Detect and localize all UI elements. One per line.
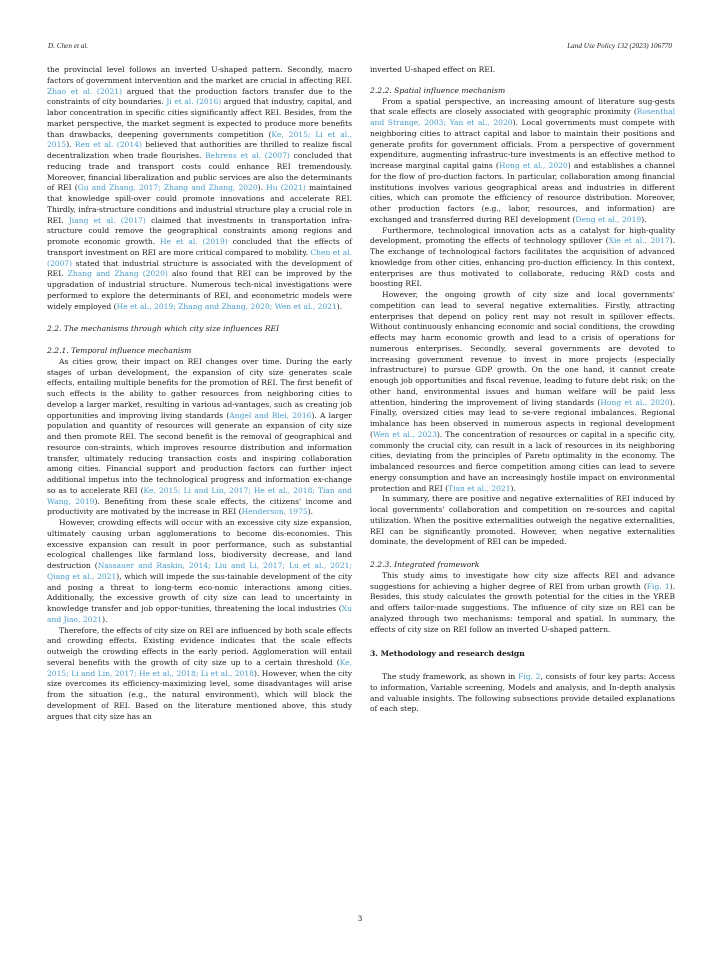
paragraph	[370, 226, 675, 291]
text-run: ).	[102, 614, 108, 624]
text-run: ).	[641, 214, 647, 224]
right-column	[370, 65, 675, 715]
text-run: ). Local governments must compete with neighboring cities to attract capital and labor to maintain their positions and generate profits for government officials. From a perspective of government expenditure, augmenting infrastruc-ture investments is an effective method to increase marginal capital gains (	[370, 118, 675, 170]
text-run: the provincial level follows an inverted U-shaped pattern. Secondly, macro factors of government intervention and the market are crucial in affecting REI.	[47, 65, 352, 85]
citation-link[interactable]: He et al., 2019; Zhang and Zhang, 2020; Wen et al., 2021	[116, 301, 337, 311]
citation-link[interactable]: Tian et al., 2021	[448, 483, 511, 493]
citation-link[interactable]: Henderson, 1975	[241, 507, 308, 517]
text-run: maintained that knowledge spill-over could promote innovations and accelerate REI. Thirdly, infra-structure conditions and industrial structure play a crucial role in REI.	[47, 183, 353, 225]
citation-link[interactable]: Gu and Zhang, 2017; Zhang and Zhang, 2020	[77, 183, 258, 193]
paragraph	[47, 518, 352, 626]
text-run: ). The concentration of resources or capital in a specific city, commonly the crucial city, can result in a lack of resources in its neighboring cities, deviating from the principles of Pareto optimality in the economy. The imbalanced resources and fierce competition among cities can lead to severe energy consumption and have an increasingly hostile impact on environmental protection and REI (	[370, 429, 675, 493]
text-run: ).	[257, 183, 267, 193]
text-run: As cities grow, their impact on REI changes over time. During the early stages of urban development, the expansion of city size generates scale effects, entailing multiple benefits for the promotion of REI. The first benefit of such effects is the ability to gather resources from neighboring cities to develop a larger market, resulting in various ad-vantages, such as creating job opportunities and improving living standards (	[47, 356, 352, 420]
citation-link[interactable]: Deng et al., 2019	[575, 214, 642, 224]
citation-link[interactable]: Ke, 2015; Li et al., 2015	[47, 129, 352, 150]
paragraph	[370, 97, 675, 226]
header-journal: Land Use Policy 132 (2023) 106770	[567, 42, 672, 50]
citation-link[interactable]: Hong et al., 2020	[498, 161, 568, 170]
text-run: However, crowding effects will occur with an excessive city size expansion, ultimately causing urban agglomerations to become dis-economies. This excessive expansion can result in poor performance, such as substantial ecological challenges like farmland loss, biodiversity decrease, and land destruction (	[47, 518, 352, 570]
citation-link[interactable]: Ke, 2015; Li and Lin, 2017; He et al., 2018; Tian and Wang, 2019	[47, 485, 352, 506]
citation-link[interactable]: Jiang et al. (2017)	[68, 215, 146, 225]
text-run: Furthermore, technological innovation acts as a catalyst for high-quality development, promoting the effects of technology spillover (	[370, 225, 675, 246]
text-run: claimed that investments in transportation infra-structure could remove the geographical constraints among regions and promote economic growth.	[47, 215, 352, 246]
paragraph	[47, 626, 352, 723]
text-run: ).	[336, 301, 343, 311]
text-run: The study framework, as shown in	[382, 672, 519, 681]
citation-link[interactable]: Hong et al., 2020	[600, 397, 670, 407]
paragraph	[370, 571, 675, 636]
text-run: In summary, there are positive and negative externalities of REI induced by local governments' collaboration and competition on re-sources and capital utilization. When the positive externalities outweigh the negative externalities, REI can be significantly promoted. However, when negative externalities dominate, the development of REI can be impeded.	[370, 494, 675, 547]
citation-link[interactable]: Hu (2021)	[266, 183, 306, 193]
text-run: ). Benefiting from these scale effects, the citizens' income and productivity are motivated by the increase in REI (	[47, 496, 353, 517]
text-run: ). However, when the city size overcomes its efficiency-maximizing level, some disadvantages will arise from the situation (e.g., the natural environment), which will block the development of REI. Based on the literature mentioned above, this study argues that city size has an	[47, 668, 353, 721]
paragraph	[370, 494, 675, 548]
subsection-heading-2-2-2: 2.2.2. Spatial influence mechanism	[370, 85, 506, 95]
citation-link[interactable]: Ren et al. (2014)	[74, 140, 142, 150]
text-run: concluded that reducing trade and transport costs could enhance REI tremendously. Moreover, financial liberalization and public services are also the determinants of REI (	[47, 151, 352, 193]
citation-link[interactable]: Fig. 1	[646, 581, 670, 591]
citation-link[interactable]: Zhao et al. (2021)	[47, 86, 123, 96]
text-run: ).	[510, 483, 516, 493]
section-heading-3: 3. Methodology and research design	[370, 649, 525, 659]
text-run: ), which will impede the sus-tainable development of the city and posing a threat to long-term eco-nomic interactions among cities. Additionally, the excessive growth of city size can lead to uncertainty in knowledge transfer and job oppor-tunities, threatening the local industries (	[47, 571, 352, 613]
text-run: Therefore, the effects of city size on REI are influenced by both scale effects and crowding effects. Existing evidence indicates that the scale effects outweigh the crowding effects in the early period. Agglomeration will entail several benefits with the growth of city size up to a certain threshold (	[47, 625, 352, 667]
citation-link[interactable]: Behrens et al. (2007)	[205, 151, 290, 160]
text-run: From a spatial perspective, an increasing amount of literature sug-gests that scale effects are closely associated with geographic proximity (	[370, 96, 675, 117]
citation-link[interactable]: He et al. (2019)	[160, 237, 228, 246]
text-run: inverted U-shaped effect on REI.	[370, 65, 496, 74]
section-heading-2-2: 2.2. The mechanisms through which city size influences REI	[47, 324, 280, 334]
subsection-heading-2-2-3: 2.2.3. Integrated framework	[370, 560, 480, 569]
subsection-heading-2-2-1: 2.2.1. Temporal influence mechanism	[47, 346, 192, 355]
citation-link[interactable]: Fig. 2	[518, 672, 541, 681]
page-number: 3	[357, 914, 363, 923]
paragraph	[370, 290, 675, 494]
text-run: This study aims to investigate how city size affects REI and advance suggestions for achieving a higher degree of REI from urban growth (	[370, 570, 675, 591]
text-run: also found that REI can be improved by the upgradation of industrial structure. Numerous tech-nical investigations were performed to explore the determinants of REI, and econometric models were widely employed (	[47, 269, 352, 311]
header-authors: D. Chen et al.	[48, 42, 89, 50]
text-run: ) and establishes a channel for the flow of pro-duction factors. In particular, collaboration among financial institutions involves various geographical areas and industries in different cities, which can promote the efficiency of resource distribution. Moreover, other production factors (e.g., labor, resources, and information) are exchanged and transferred during REI development (	[370, 161, 675, 224]
text-run: stated that industrial structure is associated with the development of REI.	[47, 258, 352, 279]
paragraph	[370, 65, 675, 76]
text-run: argued that the production factors transfer due to the constraints of city boundaries.	[47, 86, 352, 107]
citation-link[interactable]: Rosenthal and Strange, 2003; Yan et al., 2020	[370, 107, 675, 127]
text-run: believed that authorities are thrilled to realize fiscal decentralization when trade flourishes.	[47, 140, 352, 160]
citation-link[interactable]: Ji et al. (2016)	[166, 97, 222, 107]
text-run: , consists of four key parts: Access to information, Variable screening, Models and analysis, and In-depth analysis and valuable insights. The following subsections provide detailed explanations of each step.	[370, 672, 675, 714]
text-run: ).	[307, 507, 314, 517]
text-run: However, the ongoing growth of city size and local governments' competition can lead to several negative externalities. Firstly, attracting enterprises that depend on policy rent may not result in spillover effects. Without continuously enhancing economic and social conditions, the crowding effects may harm economic growth and lead to a crisis of operations for numerous enterprises. Secondly, several governments are devoted to increasing government revenue to invest in more projects (especially infrastructure) to pursue GDP growth. On the one hand, it cannot create enough job opportunities and fiscal revenue, leading to future debt risk; on the other hand, environmental issues and human welfare will be paid less attention, hindering the improvement of living standards (	[370, 290, 675, 407]
citation-link[interactable]: Zhang and Zhang (2020)	[67, 269, 168, 279]
paragraph	[370, 672, 675, 715]
citation-link[interactable]: Ke, 2015; Li and Lin, 2017; He et al., 2018; Li et al., 2018	[47, 657, 352, 678]
citation-link[interactable]: Angel and Blei, 2016	[229, 410, 312, 420]
text-run: ).	[66, 140, 75, 150]
citation-link[interactable]: Xu and Jiao, 2021	[47, 604, 352, 624]
citation-link[interactable]: Nassauer and Raskin, 2014; Liu and Li, 2017; Lu et al., 2021; Qiang et al., 2021	[47, 561, 353, 581]
text-run: argued that industry, capital, and labor concentration in specific cities significantly affect REI. Besides, from the market perspective, the market segment is expected to produce more benefits than drawbacks, deepening governments competition (	[47, 97, 352, 139]
citation-link[interactable]: Xie et al., 2017	[608, 236, 670, 246]
text-run: ). Besides, this study calculates the growth potential for the cities in the YREB and offers tailor-made suggestions. The influence of city size on REI can be analyzed through two mechanisms: temporal and spatial. In summary, the effects of city size on REI follow an inverted U-shaped pattern.	[370, 581, 675, 634]
citation-link[interactable]: Chen et al. (2007)	[47, 247, 353, 268]
text-run: concluded that the effects of transport investment on REI are more critical compared to mobility.	[47, 237, 352, 257]
left-column	[47, 65, 352, 722]
citation-link[interactable]: Wen et al., 2023	[372, 429, 437, 439]
running-header	[48, 42, 672, 54]
paragraph	[47, 65, 352, 312]
paragraph	[47, 357, 352, 518]
text-run: ). The exchange of technological factors facilitates the acquisition of advanced knowledge from other cities, enhancing pro-duction efficiency. In this context, enterprises are thus motivated to collaborate, reducing R&D costs and boosting REI.	[370, 236, 676, 289]
text-run: ). Finally, oversized cities may lead to se-vere regional imbalances. Regional imbalance has been observed in numerous aspects in regional development (	[370, 397, 675, 439]
text-run: ). A larger population and quantity of resources will generate an expansion of city size and then promote REI. The second benefit is the removal of geographical and resource con-straints, which improves resource distribution and information transfer, ultimately reducing transaction costs and inspiring collaboration among cities. Financial support and production factors can further inject additional impetus into the technological progress and information ex-change so as to accelerate REI (	[47, 410, 352, 495]
